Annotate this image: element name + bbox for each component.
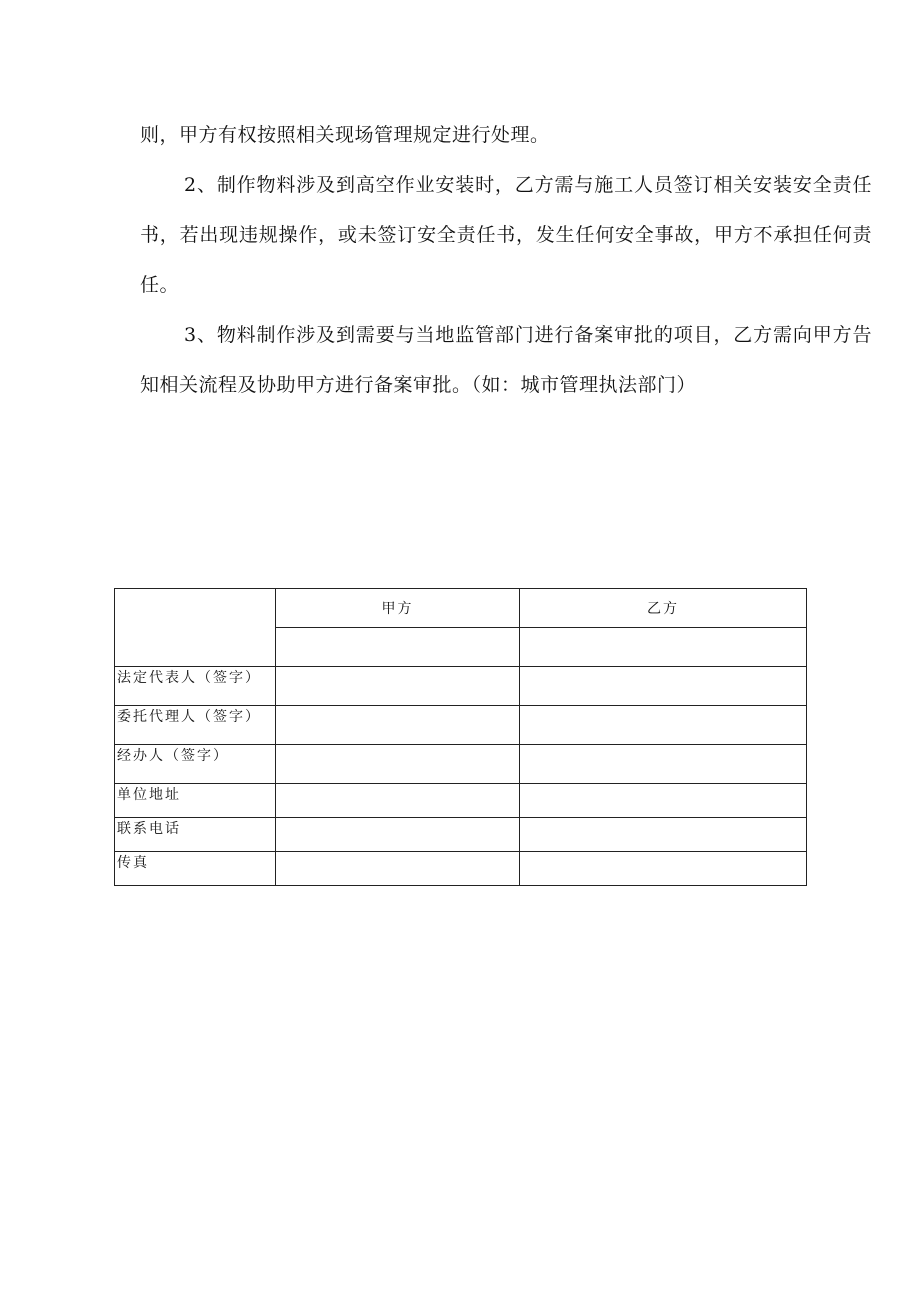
table-row — [115, 784, 807, 818]
party-b-header: 乙方 — [520, 589, 807, 628]
party-a-handler-cell[interactable] — [276, 745, 520, 784]
row-label-phone: 联系电话 — [115, 818, 276, 852]
corner-cell — [115, 589, 276, 667]
table-header-row — [115, 589, 807, 628]
table-row — [115, 745, 807, 784]
party-a-phone-cell[interactable] — [276, 818, 520, 852]
row-label-address: 单位地址 — [115, 784, 276, 818]
party-b-address-cell[interactable] — [520, 784, 807, 818]
paragraph-continuation: 则，甲方有权按照相关现场管理规定进行处理。 — [140, 124, 550, 146]
party-a-legal-rep-cell[interactable] — [276, 667, 520, 706]
table-row — [115, 852, 807, 886]
signature-table — [114, 588, 807, 886]
party-a-name-cell[interactable] — [276, 628, 520, 667]
clause-2: 2、制作物料涉及到高空作业安装时，乙方需与施工人员签订相关安装安全责任书，若出现违规操作，或未签订安全责任书，发生任何安全事故，甲方不承担任何责任。 — [140, 174, 872, 296]
clause-3: 3、物料制作涉及到需要与当地监管部门进行备案审批的项目，乙方需向甲方告知相关流程及协助甲方进行备案审批。（如：城市管理执法部门） — [140, 324, 872, 396]
party-a-header: 甲方 — [276, 589, 520, 628]
party-a-address-cell[interactable] — [276, 784, 520, 818]
party-b-legal-rep-cell[interactable] — [520, 667, 807, 706]
row-label-agent: 委托代理人（签字） — [115, 706, 276, 745]
party-a-fax-cell[interactable] — [276, 852, 520, 886]
party-b-phone-cell[interactable] — [520, 818, 807, 852]
party-a-agent-cell[interactable] — [276, 706, 520, 745]
table-row — [115, 818, 807, 852]
row-label-legal-rep: 法定代表人（签字） — [115, 667, 276, 706]
table-row — [115, 667, 807, 706]
party-b-name-cell[interactable] — [520, 628, 807, 667]
table-row — [115, 706, 807, 745]
party-b-fax-cell[interactable] — [520, 852, 807, 886]
row-label-handler: 经办人（签字） — [115, 745, 276, 784]
party-b-agent-cell[interactable] — [520, 706, 807, 745]
party-b-handler-cell[interactable] — [520, 745, 807, 784]
row-label-fax: 传真 — [115, 852, 276, 886]
